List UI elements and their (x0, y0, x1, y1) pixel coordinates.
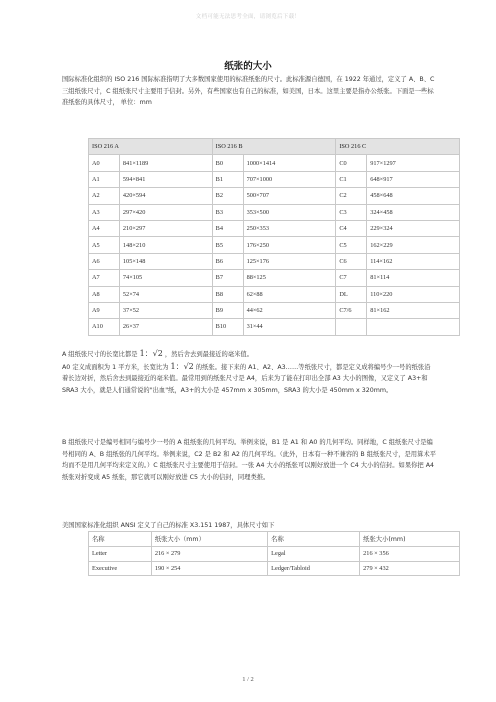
paper-size-label: A0 (89, 155, 120, 171)
paper-size-label: A1 (89, 171, 120, 187)
paper-size-value: 917×1297 (367, 155, 460, 171)
paper-size-label (336, 319, 367, 335)
iso-216-table (88, 138, 460, 336)
paper-size-value: 210×297 (119, 220, 212, 236)
iso-table-row (89, 171, 460, 187)
a-series-paragraph (62, 348, 436, 396)
iso-header-cell: ISO 216 A (89, 139, 213, 155)
paper-size-label: B4 (212, 220, 243, 236)
ansi-paper-size: 279 × 432 (360, 561, 460, 576)
paper-size-value: 62×88 (243, 286, 336, 302)
paper-size-label: C1 (336, 171, 367, 187)
paper-size-label: C2 (336, 188, 367, 204)
a-series-text-3: A0 定义成面积为 1 平方米，长宽比为 (62, 363, 169, 371)
paper-size-value: 420×594 (119, 188, 212, 204)
paper-size-label: B6 (212, 253, 243, 269)
ansi-table-row (89, 546, 460, 561)
watermark-text: 文档可能无法思考全面，请浏览后下载！ (195, 14, 301, 20)
ansi-header-cell: 名称 (89, 532, 152, 547)
paper-size-label: B0 (212, 155, 243, 171)
a-series-text-2: ，然后舍去到最接近的毫米值。 (164, 351, 254, 358)
iso-header-cell: ISO 216 B (212, 139, 336, 155)
paper-size-value (367, 319, 460, 335)
paper-size-value: 324×458 (367, 204, 460, 220)
ansi-table (88, 531, 460, 576)
paper-size-label: C6 (336, 253, 367, 269)
paper-size-label: C7 (336, 270, 367, 286)
paper-size-label: C7/6 (336, 302, 367, 318)
paper-size-value: 176×250 (243, 237, 336, 253)
ansi-intro: 美国国家标准化组织 ANSI 定义了自己的标准 X3.151 1987，具体尺寸如下 (62, 522, 275, 529)
paper-size-value: 88×125 (243, 270, 336, 286)
paper-size-label: A9 (89, 302, 120, 318)
paper-size-value: 81×114 (367, 270, 460, 286)
ansi-paper-name: Ledger/Tabloid (268, 561, 360, 576)
paper-size-value: 250×353 (243, 220, 336, 236)
paper-size-label: B2 (212, 188, 243, 204)
paper-size-value: 229×324 (367, 220, 460, 236)
paper-size-value: 26×37 (119, 319, 212, 335)
ansi-paper-size: 216 × 279 (151, 546, 267, 561)
paper-size-label: C4 (336, 220, 367, 236)
ansi-paper-size: 216 × 356 (360, 546, 460, 561)
paper-size-label: B9 (212, 302, 243, 318)
paper-size-value: 648×917 (367, 171, 460, 187)
paper-size-value: 148×210 (119, 237, 212, 253)
paper-size-label: A6 (89, 253, 120, 269)
paper-size-value: 162×229 (367, 237, 460, 253)
paper-size-label: B1 (212, 171, 243, 187)
paper-size-label: A7 (89, 270, 120, 286)
paper-size-label: A8 (89, 286, 120, 302)
paper-size-value: 110×220 (367, 286, 460, 302)
ansi-paper-name: Legal (268, 546, 360, 561)
iso-header-cell: ISO 216 C (336, 139, 460, 155)
paper-size-value: 81×162 (367, 302, 460, 318)
ansi-table-row (89, 561, 460, 576)
ratio-formula-2: 1：√2 (170, 361, 194, 371)
iso-table-row (89, 220, 460, 236)
paper-size-label: A5 (89, 237, 120, 253)
a-series-text-4: 的纸张。接下来的 A1、A2、A3……等纸张尺寸，都是定义成将编号少一号的纸张沿着长边对折，然后舍去到最接近的毫米值。最常用到的纸张尺寸是 A4，后来为了能在打印出全部 A3 大小的图像，又定义了 A3+和 SRA3 大小，就是人们通常说的"出血"纸，A3+的大小是 457mm x 305mm，SRA3 的大小是 450mm x 320mm。 (62, 363, 431, 394)
ansi-table-header (89, 532, 460, 547)
ratio-formula: 1：√2 (139, 349, 163, 358)
iso-table-row (89, 286, 460, 302)
iso-table-row (89, 253, 460, 269)
ansi-header-cell: 名称 (268, 532, 360, 547)
paper-size-value: 458×648 (367, 188, 460, 204)
paper-size-value: 114×162 (367, 253, 460, 269)
paper-size-value: 74×105 (119, 270, 212, 286)
iso-table-row (89, 302, 460, 318)
ansi-header-cell: 纸张大小(mm) (360, 532, 460, 547)
paper-size-label: B8 (212, 286, 243, 302)
ansi-paper-name: Letter (89, 546, 152, 561)
paper-size-value: 500×707 (243, 188, 336, 204)
paper-size-label: A3 (89, 204, 120, 220)
page-number: 1 / 2 (242, 676, 254, 683)
paper-size-label: B10 (212, 319, 243, 335)
paper-size-value: 37×52 (119, 302, 212, 318)
paper-size-value: 44×62 (243, 302, 336, 318)
paper-size-label: C3 (336, 204, 367, 220)
iso-table-row (89, 237, 460, 253)
paper-size-label: A10 (89, 319, 120, 335)
iso-table-row (89, 270, 460, 286)
iso-table-row (89, 188, 460, 204)
paper-size-value: 52×74 (119, 286, 212, 302)
paper-size-value: 841×1189 (119, 155, 212, 171)
paper-size-label: B5 (212, 237, 243, 253)
paper-size-label: C5 (336, 237, 367, 253)
iso-table-row (89, 155, 460, 171)
paper-size-value: 353×500 (243, 204, 336, 220)
ansi-header-cell: 纸张大小（mm） (151, 532, 267, 547)
iso-table-header (89, 139, 460, 155)
a-series-text-1: A 组纸张尺寸的长宽比都是 (62, 351, 138, 358)
page-title: 纸张的大小 (224, 61, 272, 72)
paper-size-value: 105×148 (119, 253, 212, 269)
paper-size-value: 1000×1414 (243, 155, 336, 171)
paper-size-label: A4 (89, 220, 120, 236)
paper-size-label: B7 (212, 270, 243, 286)
ansi-paper-name: Executive (89, 561, 152, 576)
paper-size-value: 594×841 (119, 171, 212, 187)
paper-size-value: 297×420 (119, 204, 212, 220)
paper-size-value: 125×176 (243, 253, 336, 269)
b-series-paragraph: B 组纸张尺寸是编号相同与编号少一号的 A 组纸张的几何平均。举例来说，B1 是 A1 和 A0 的几何平均。同样地，C 组纸张尺寸是编号相同的 A、B 组纸张的几何平均。举例来说，C2 是 B2 和 A2 的几何平均。（此外，日本有一种不兼容的 B 组纸张尺寸，是用算术平均而不是用几何平均来定义的。）C 组纸张尺寸主要使用于信封。一张 A4 大小的纸张可以刚好放进一个 C4 大小的信封。如果你把 A4 纸张对折变成 A5 纸张，那它就可以刚好放进 C5 大小的信封，同理类推。 (62, 439, 436, 481)
paper-size-value: 31×44 (243, 319, 336, 335)
paper-size-label: A2 (89, 188, 120, 204)
paper-size-value: 707×1000 (243, 171, 336, 187)
paper-size-label: B3 (212, 204, 243, 220)
paper-size-label: C0 (336, 155, 367, 171)
iso-table-row (89, 204, 460, 220)
iso-table-row (89, 319, 460, 335)
ansi-paper-size: 190 × 254 (151, 561, 267, 576)
paper-size-label: DL (336, 286, 367, 302)
intro-paragraph: 国际标准化组织的 ISO 216 国际标准指明了大多数国家使用的标准纸张的尺寸。此标准源自德国，在 1922 年通过，定义了 A、B、C 三组纸张尺寸，C 组纸张尺寸主要用于信封。另外，有些国家也有自己的标准，如美国，日本。这里主要是指办公纸张。下面是一些标准纸张的具体尺寸， 单位：mm (62, 76, 435, 107)
